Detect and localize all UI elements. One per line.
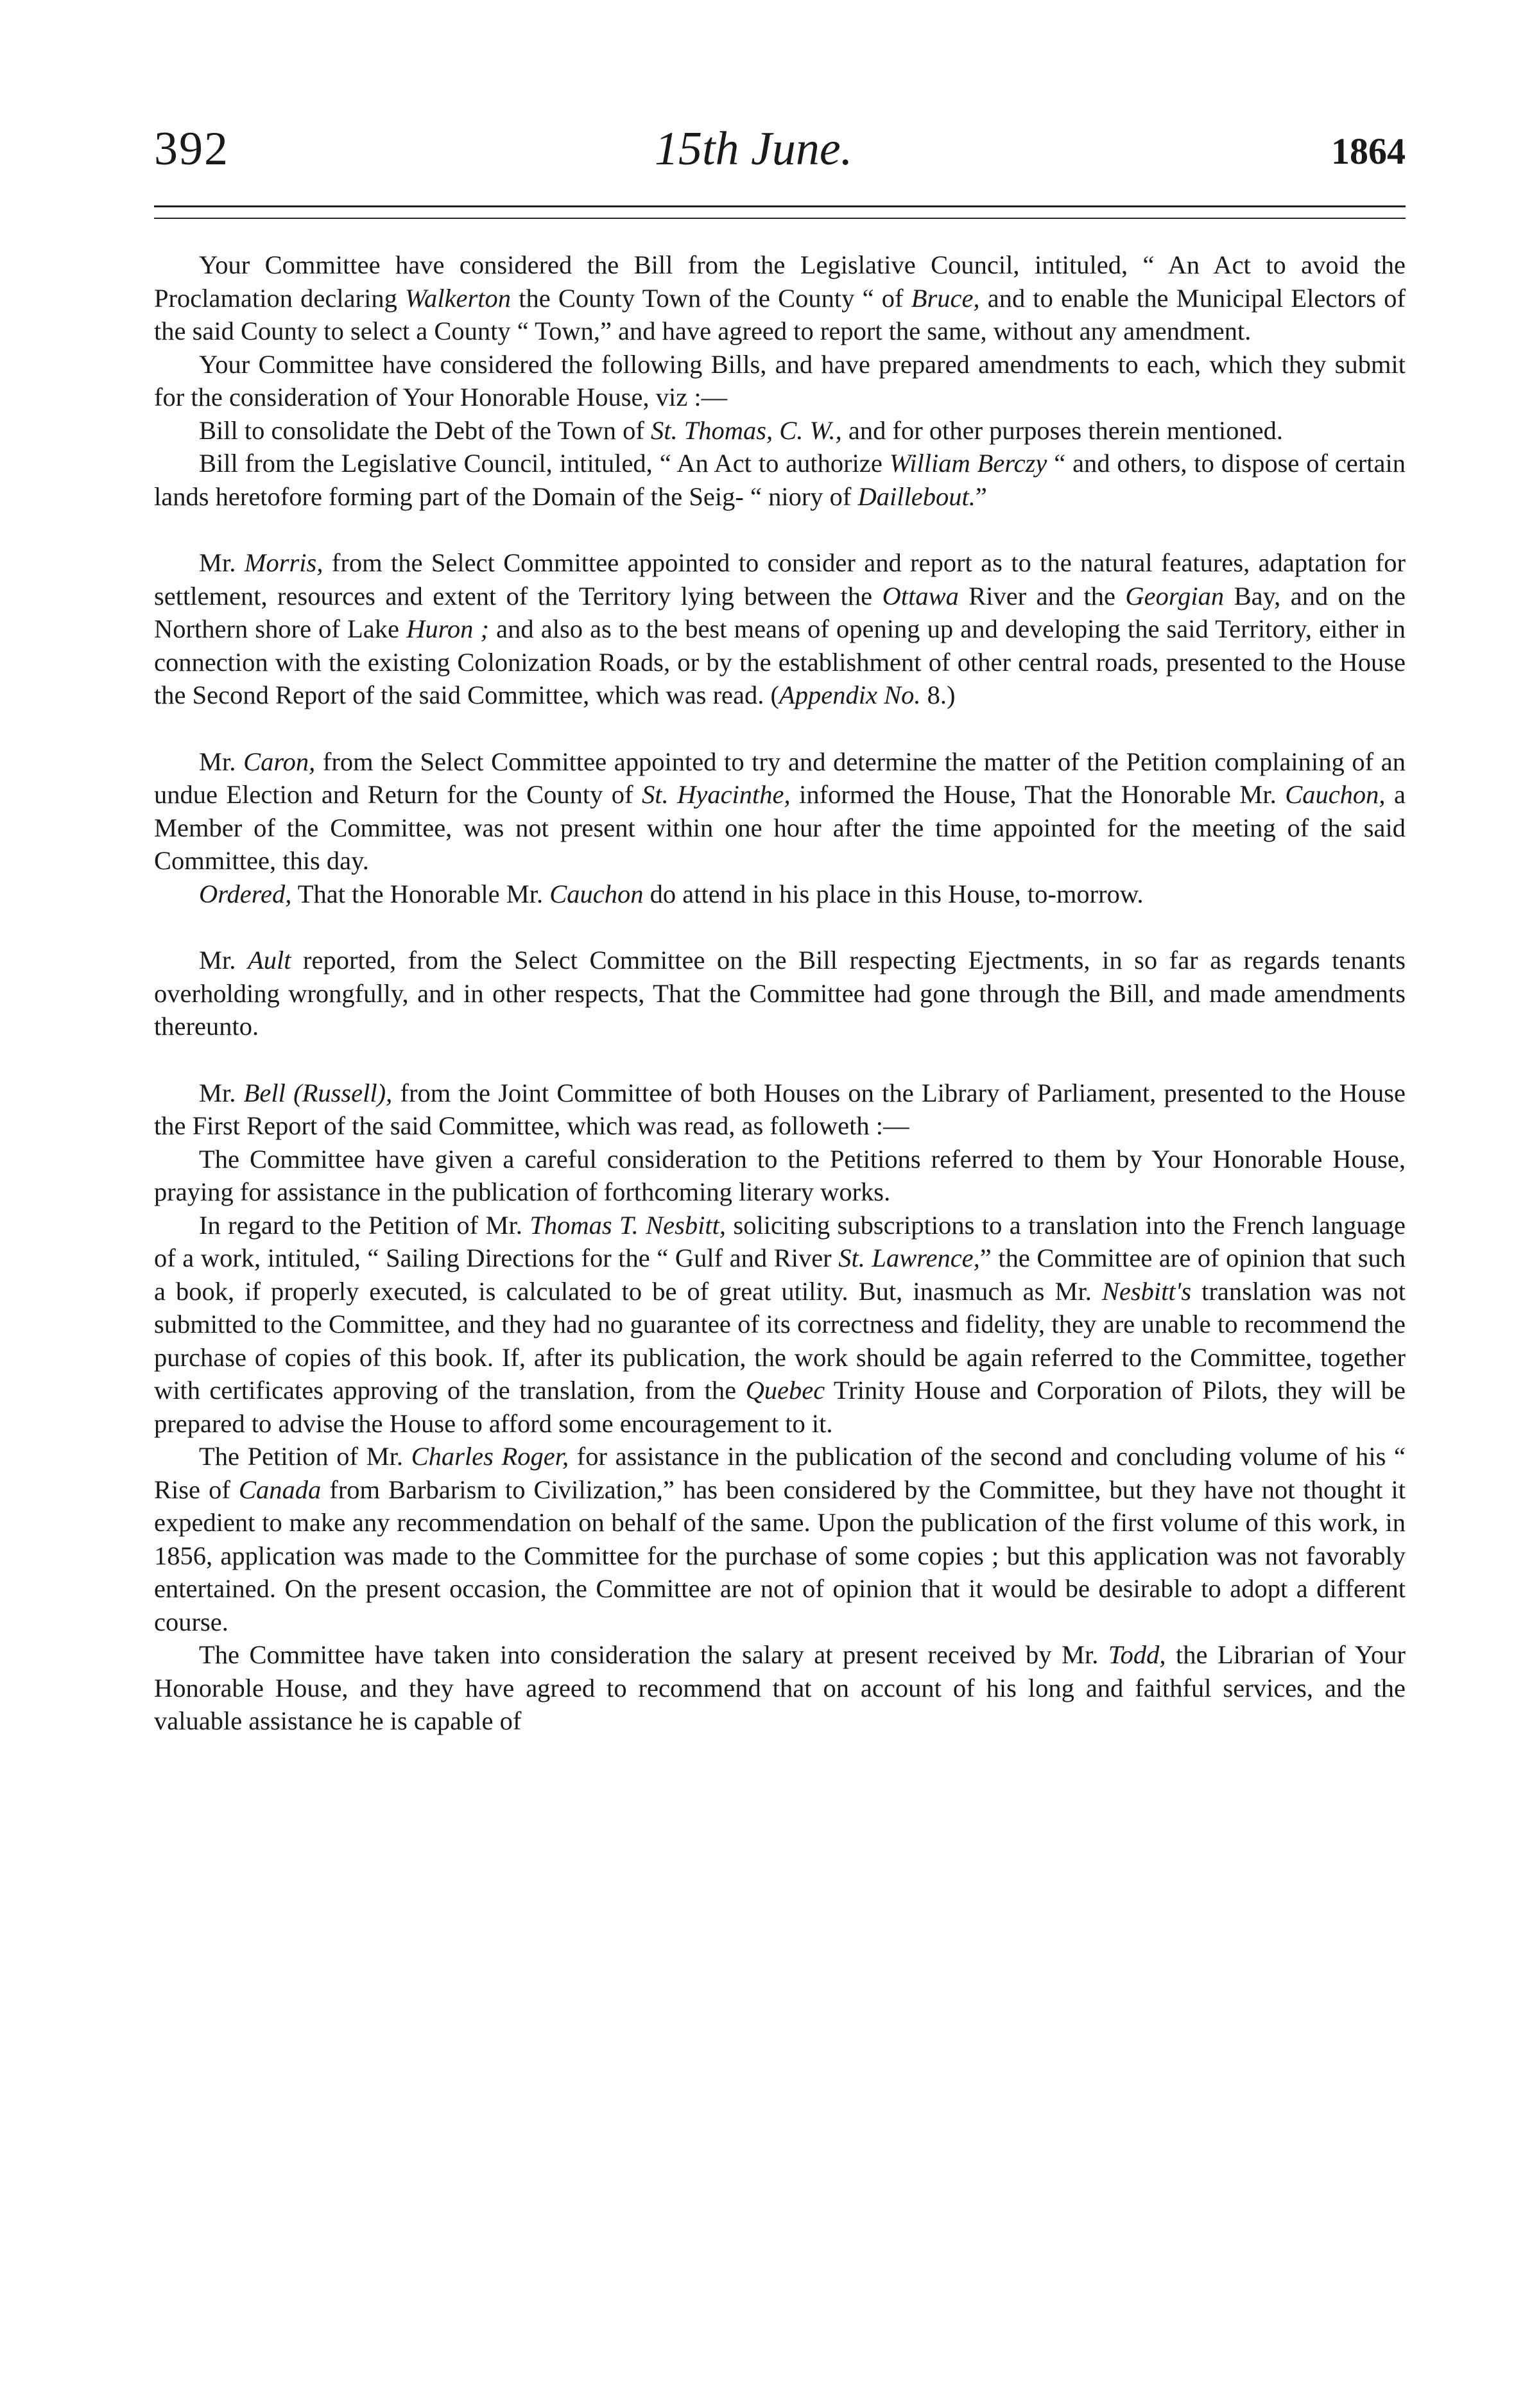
- text-run: from the Select Committee appointed to try and determine the matter of the Petition complaining of an undue Election and Return for the County of: [154, 747, 1406, 809]
- text-run: Bill from the Legislative Council, intituled, “ An Act to authorize: [199, 449, 890, 478]
- text-run: The Petition of Mr.: [199, 1442, 411, 1471]
- italic-text: Bruce,: [911, 283, 980, 313]
- text-run: from the Joint Committee of both Houses on the Library of Parliament, presented to the House the First Report of the said Committee, which was read, as followeth :—: [154, 1078, 1406, 1140]
- italic-text: Huron ;: [406, 614, 489, 643]
- document-body: [154, 248, 1406, 1738]
- text-run: In regard to the Petition of Mr.: [199, 1210, 530, 1240]
- italic-text: Ottawa: [882, 581, 959, 611]
- paragraph-p8: [154, 944, 1406, 1043]
- text-run: The Committee have given a careful consideration to the Petitions referred to them by Your Honorable House, praying for assistance in the publication of forthcoming literary works.: [154, 1144, 1406, 1206]
- text-run: River and the: [958, 581, 1126, 611]
- text-run: Mr.: [199, 946, 248, 974]
- text-run: Mr.: [199, 548, 245, 577]
- italic-text: Appendix No.: [779, 680, 921, 709]
- text-run: Bill to consolidate the Debt of the Town of: [199, 415, 651, 445]
- text-run: Your Committee have considered the Bill from the Legislative Council, intituled, “ An Act to avoid the Proclamation declaring: [154, 250, 1406, 313]
- page-header: [154, 122, 1406, 193]
- italic-text: St. Lawrence,: [838, 1243, 980, 1272]
- text-run: do attend in his place in this House, to-morrow.: [643, 879, 1144, 908]
- text-run: from Barbarism to Civilization,” has been considered by the Committee, but they have not thought it expedient to make any recommendation on behalf of the same. Upon the publication of the first volume of this work, in 1856, application was made to the Committee for the purchase of some copies ; but this application was not favorably entertained. On the present occasion, the Committee are not of opinion that it would be desirable to adopt a different course.: [154, 1475, 1406, 1636]
- text-run: Mr.: [199, 1078, 244, 1107]
- header-rule: [154, 205, 1406, 219]
- italic-text: Cauchon,: [1285, 780, 1386, 809]
- paragraph-p3: [154, 414, 1406, 447]
- text-run: Mr.: [199, 747, 244, 776]
- header-year: 1864: [1331, 130, 1406, 172]
- paragraph-p12: [154, 1440, 1406, 1638]
- text-run: from the Select Committee appointed to consider and report as to the natural features, adaptation for settlement, resources and extent of the Territory lying between the: [154, 548, 1406, 611]
- text-run: for assistance in the publication of the second and concluding volume of his “ Rise of: [154, 1442, 1406, 1504]
- italic-text: St. Hyacinthe,: [642, 780, 791, 809]
- text-run: reported, from the Select Committee on the Bill respecting Ejectments, in so far as regards tenants overholding wrongfully, and in other respects, That the Committee had gone through the Bill, and made amendments thereunto.: [154, 946, 1406, 1041]
- italic-text: Georgian: [1125, 581, 1225, 611]
- italic-text: Cauchon: [549, 879, 644, 908]
- paragraph-p9: [154, 1077, 1406, 1143]
- paragraph-p5: [154, 546, 1406, 712]
- italic-text: Daillebout.: [857, 481, 976, 511]
- header-date: 15th June.: [655, 123, 853, 175]
- text-run: That the Honorable Mr.: [291, 879, 550, 908]
- text-run: soliciting subscriptions to a translation into the French language of a work, intituled, “ Sailing Directions for the “ Gulf and River: [154, 1210, 1406, 1272]
- text-run: translation was not submitted to the Committee, and they had no guarantee of its correctness and fidelity, they are unable to recommend the purchase of copies of this book. If, after its publication, the work should be again referred to the Committee, together with certificates approving of the translation, from the: [154, 1276, 1406, 1405]
- paragraph-p1: [154, 248, 1406, 348]
- paragraph-p6: [154, 745, 1406, 878]
- text-run: and also as to the best means of opening up and developing the said Territory, either in connection with the existing Colonization Roads, or by the establishment of other central roads, presented to the House the Second Report of the said Committee, which was read. (: [154, 614, 1406, 709]
- paragraph-p7: [154, 878, 1406, 911]
- text-run: ”: [975, 481, 987, 511]
- paragraph-p4: [154, 447, 1406, 513]
- italic-text: Canada: [238, 1475, 322, 1504]
- text-run: ” the Committee are of opinion that such a book, if properly executed, is calculated to be of great utility. But, inasmuch as Mr.: [154, 1243, 1406, 1306]
- text-run: the County Town of the County “ of: [511, 283, 911, 313]
- page-number: 392: [154, 123, 229, 175]
- text-run: and for other purposes therein mentioned.: [841, 415, 1283, 445]
- paragraph-p10: [154, 1143, 1406, 1209]
- italic-text: Quebec: [745, 1376, 825, 1405]
- text-run: The Committee have taken into consideration the salary at present received by Mr.: [199, 1640, 1108, 1669]
- text-run: Bay, and on the Northern shore of Lake: [154, 581, 1406, 643]
- paragraph-p13: [154, 1638, 1406, 1738]
- text-run: Your Committee have considered the following Bills, and have prepared amendments to each, which they submit for the consideration of Your Honorable House, viz :—: [154, 349, 1406, 411]
- text-run: the Librarian of Your Honorable House, and they have agreed to recommend that on account of his long and faithful services, and the valuable assistance he is capable of: [154, 1640, 1406, 1735]
- text-run: a Member of the Committee, was not present within one hour after the time appointed for the meeting of the said Committee, this day.: [154, 780, 1406, 875]
- italic-text: Caron,: [243, 747, 316, 776]
- text-run: and to enable the Municipal Electors of the said County to select a County “ Town,” and have agreed to report the same, without any amendment.: [154, 283, 1406, 345]
- italic-text: William Berczy: [889, 449, 1047, 478]
- paragraph-p11: [154, 1209, 1406, 1441]
- text-run: “ and others, to dispose of certain lands heretofore forming part of the Domain of the Seig- “ niory of: [154, 449, 1406, 511]
- italic-text: Bell (Russell),: [243, 1078, 393, 1107]
- italic-text: Ordered,: [199, 879, 292, 908]
- italic-text: Walkerton: [405, 283, 512, 313]
- text-run: 8.): [920, 680, 956, 709]
- italic-text: Todd,: [1108, 1640, 1166, 1669]
- paragraph-p2: [154, 348, 1406, 414]
- text-run: Trinity House and Corporation of Pilots, they will be prepared to advise the House to afford some encouragement to it.: [154, 1376, 1406, 1438]
- italic-text: Nesbitt's: [1101, 1276, 1192, 1306]
- italic-text: Thomas T. Nesbitt,: [529, 1210, 727, 1240]
- text-run: informed the House, That the Honorable Mr.: [790, 780, 1286, 809]
- italic-text: Ault: [247, 946, 291, 974]
- italic-text: Morris,: [244, 548, 323, 577]
- document-page: [154, 122, 1406, 1738]
- italic-text: St. Thomas, C. W.,: [650, 415, 842, 445]
- italic-text: Charles Roger,: [411, 1442, 569, 1471]
